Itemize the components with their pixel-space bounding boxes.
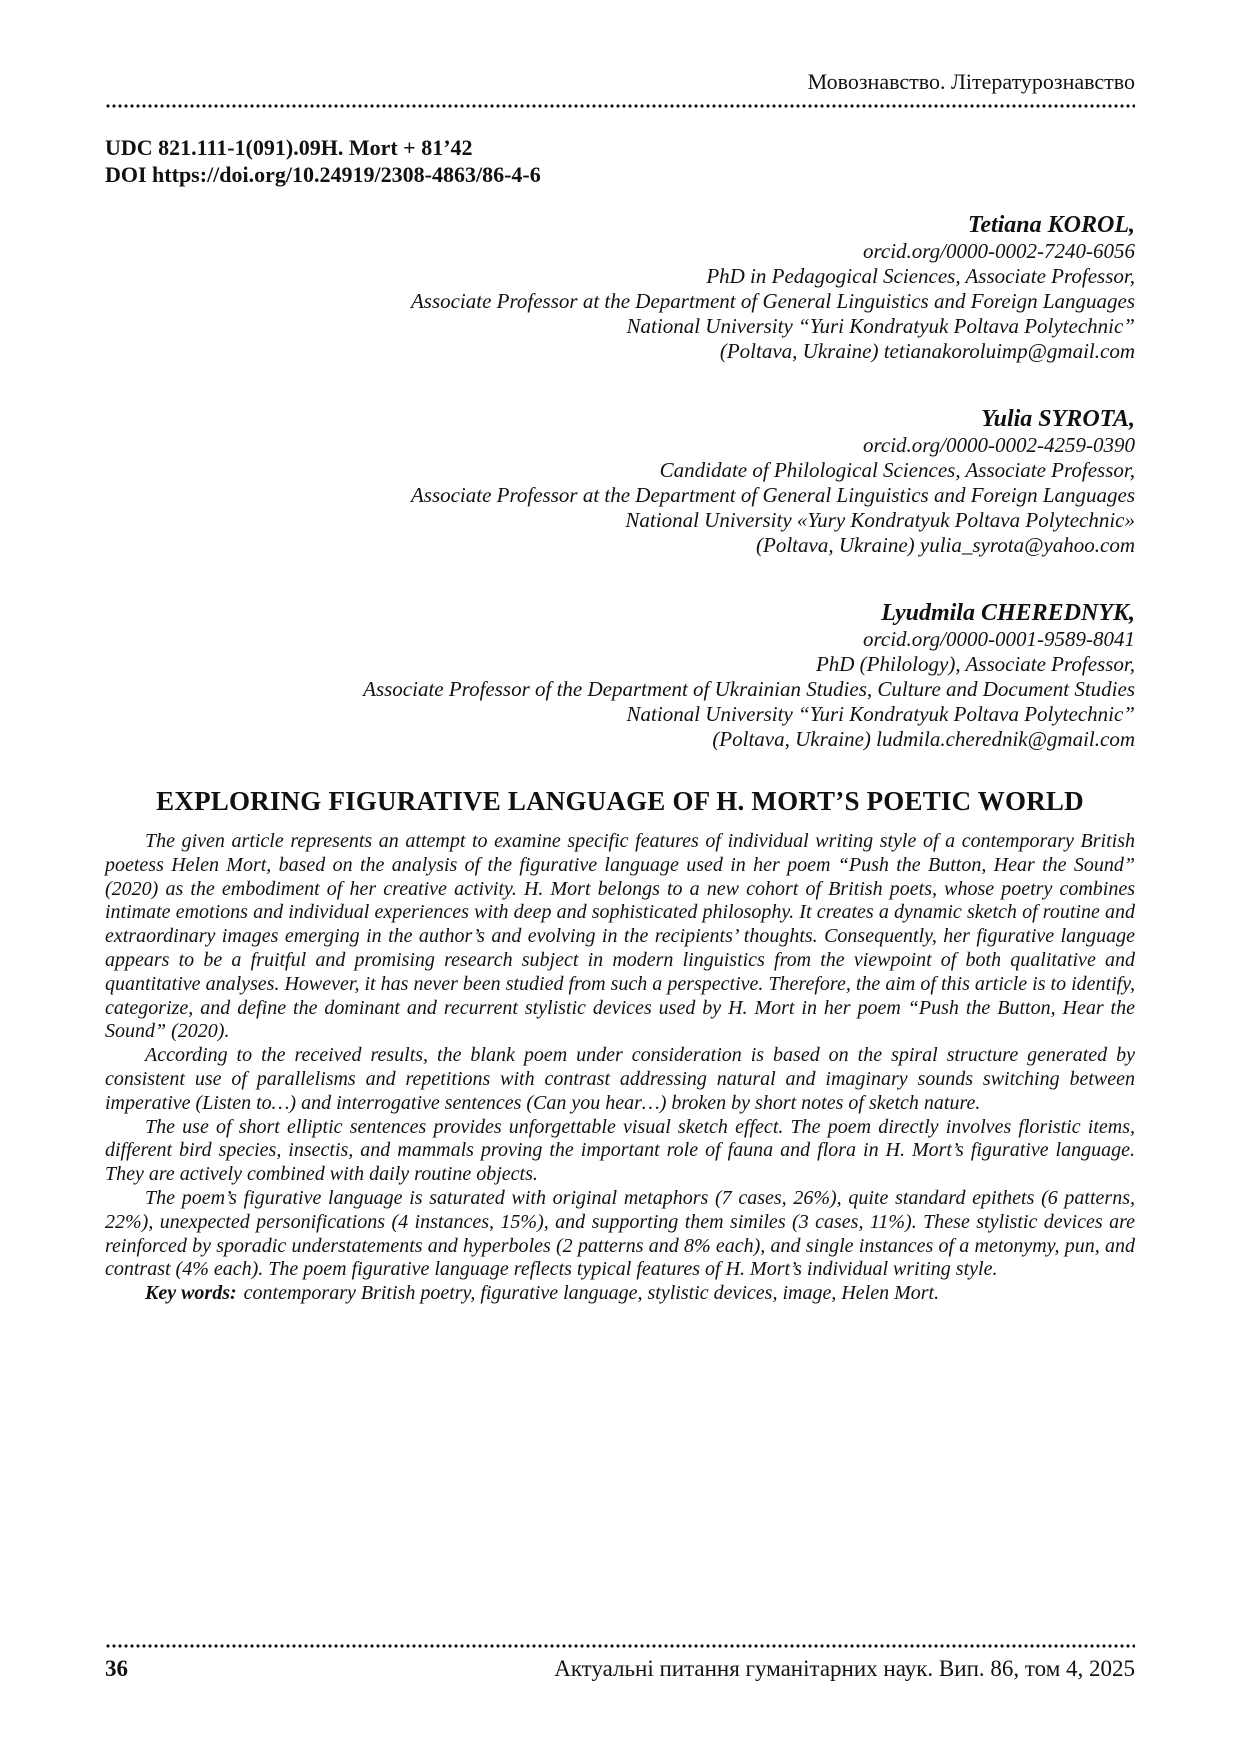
author-degree: PhD (Philology), Associate Professor, — [815, 652, 1135, 676]
author-position: Associate Professor of the Department of Ukrainian Studies, Culture and Document Studies — [363, 677, 1135, 701]
author-position: Associate Professor at the Department of General Linguistics and Foreign Languages — [410, 289, 1135, 313]
author-block-korol — [105, 212, 1135, 364]
journal-reference: Актуальні питання гуманітарних наук. Вип. 86, том 4, 2025 — [554, 1656, 1135, 1681]
author-orcid: orcid.org/0000-0002-7240-6056 — [862, 239, 1135, 263]
authors-section — [105, 212, 1135, 752]
author-university: National University «Yury Kondratyuk Poltava Polytechnic» — [625, 508, 1135, 532]
udc-doi-block — [105, 134, 1135, 188]
header-rule — [105, 104, 1135, 108]
author-orcid: orcid.org/0000-0001-9589-8041 — [862, 627, 1135, 651]
author-block-syrota — [105, 406, 1135, 558]
page-number: 36 — [105, 1656, 128, 1681]
author-block-cherednyk — [105, 600, 1135, 752]
abstract-paragraph: The given article represents an attempt to examine specific features of individual writing style of a contemporary British poetess Helen Mort, based on the analysis of the figurative language used in her poem “Push the Button, Hear the Sound” (2020) as the embodiment of her creative activity. H. Mort belongs to a new cohort of British poets, whose poetry combines intimate emotions and individual experiences with deep and sophisticated philosophy. It creates a dynamic sketch of routine and extraordinary images emerging in the author’s and evolving in the recipients’ thoughts. Consequently, her figurative language appears to be a fruitful and promising research subject in modern linguistics from the viewpoint of both qualitative and quantitative analyses. However, it has never been studied from such a perspective. Therefore, the aim of this article is to identify, categorize, and define the dominant and recurrent stylistic devices used by H. Mort in her poem “Push the Button, Hear the Sound” (2020). — [105, 830, 1135, 1043]
page-footer — [105, 1634, 1135, 1683]
author-university: National University “Yuri Kondratyuk Poltava Polytechnic” — [626, 314, 1135, 338]
author-name: Yulia SYROTA, — [981, 406, 1135, 432]
author-university: National University “Yuri Kondratyuk Poltava Polytechnic” — [626, 702, 1135, 726]
abstract-paragraph: The use of short elliptic sentences provides unforgettable visual sketch effect. The poem directly involves floristic items, different bird species, insectis, and mammals proving the important role of fauna and flora in H. Mort’s figurative language. They are actively combined with daily routine objects. — [105, 1115, 1135, 1186]
abstract-paragraph: The poem’s figurative language is saturated with original metaphors (7 cases, 26%), quite standard epithets (6 patterns, 22%), unexpected personifications (4 instances, 15%), and supporting them similes (3 cases, 11%). These stylistic devices are reinforced by sporadic understatements and hyperboles (2 patterns and 8% each), and single instances of a metonymy, pun, and contrast (4% each). The poem figurative language reflects typical features of H. Mort’s individual writing style. — [105, 1186, 1135, 1281]
author-location-email: (Poltava, Ukraine) ludmila.cherednik@gmail.com — [712, 727, 1135, 751]
author-orcid: orcid.org/0000-0002-4259-0390 — [862, 433, 1135, 457]
author-degree: PhD in Pedagogical Sciences, Associate Professor, — [706, 264, 1135, 288]
abstract-section — [105, 830, 1135, 1306]
author-location-email: (Poltava, Ukraine) tetianakoroluimp@gmail.com — [719, 339, 1135, 363]
abstract-paragraph: According to the received results, the blank poem under consideration is based on the spiral structure generated by consistent use of parallelisms and repetitions with contrast addressing natural and imaginary sounds switching between imperative (Listen to…) and interrogative sentences (Can you hear…) broken by short notes of sketch nature. — [105, 1044, 1135, 1114]
author-location-email: (Poltava, Ukraine) yulia_syrota@yahoo.com — [756, 533, 1135, 557]
author-degree: Candidate of Philological Sciences, Associate Professor, — [659, 458, 1135, 482]
running-head: Мовознавство. Літературознавство — [807, 69, 1135, 94]
footer-row — [105, 1655, 1135, 1683]
author-name: Lyudmila CHEREDNYK, — [881, 600, 1135, 626]
keywords-line — [105, 1282, 1135, 1306]
keywords-label: Key words: — [145, 1282, 237, 1305]
footer-rule — [105, 1644, 1135, 1648]
author-position: Associate Professor at the Department of General Linguistics and Foreign Languages — [410, 483, 1135, 507]
article-title: EXPLORING FIGURATIVE LANGUAGE OF H. MORT’S POETIC WORLD — [156, 786, 1084, 816]
author-name: Tetiana KOROL, — [967, 212, 1135, 238]
udc-line: UDC 821.111-1(091).09H. Mort + 81’42 — [105, 135, 473, 160]
keywords-text: contemporary British poetry, figurative language, stylistic devices, image, Helen Mort. — [243, 1282, 940, 1305]
doi-line: DOI https://doi.org/10.24919/2308-4863/86-4-6 — [105, 162, 541, 187]
